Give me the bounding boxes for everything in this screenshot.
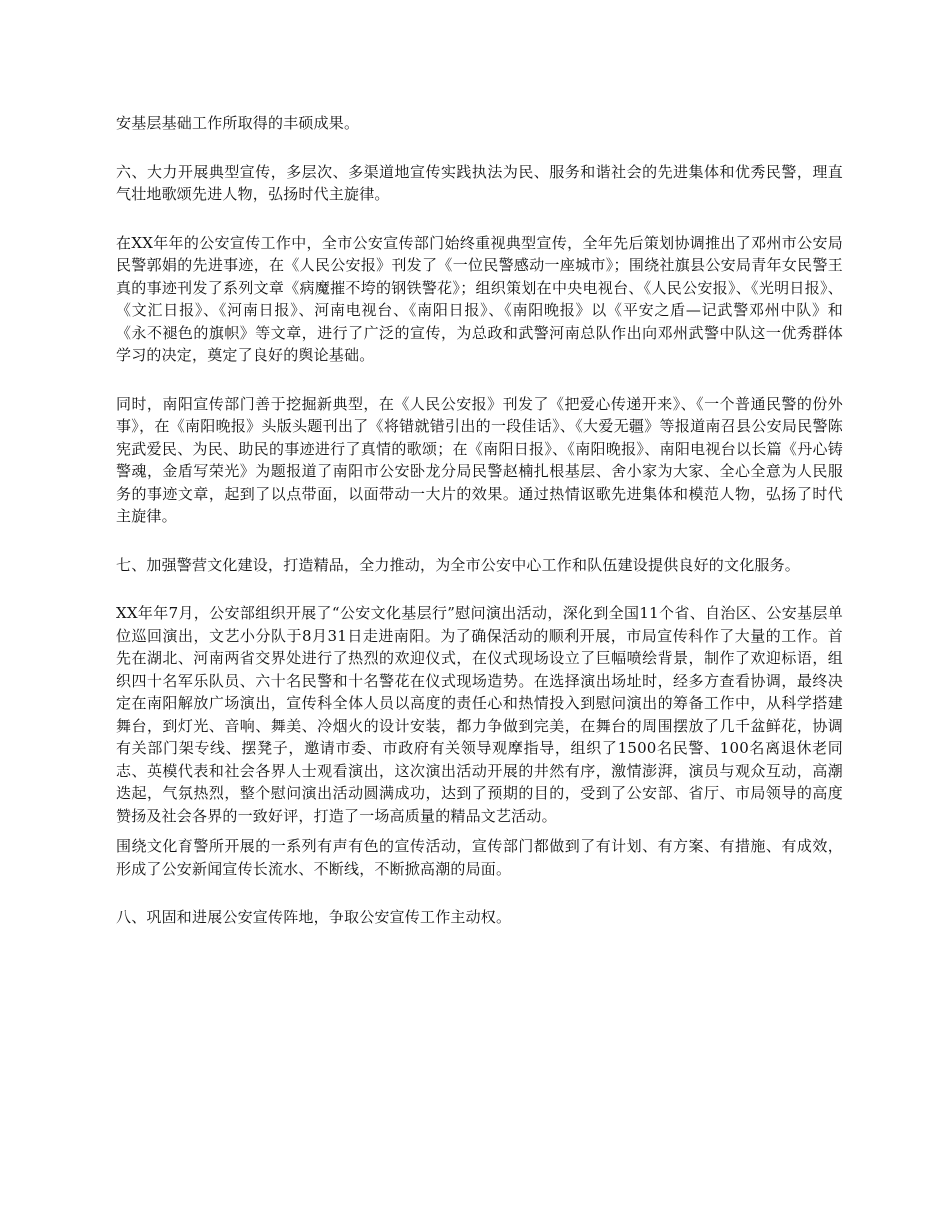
section-heading-8: 八、巩固和进展公安宣传阵地，争取公安宣传工作主动权。: [116, 908, 512, 926]
paragraph-continuation: 安基层基础工作所取得的丰硕成果。: [116, 114, 360, 132]
section-heading-7: 七、加强警营文化建设，打造精品，全力推动，为全市公安中心工作和队伍建设提供良好的文化服务。: [116, 555, 801, 574]
document-page: [116, 112, 843, 929]
paragraph-typical-publicity: 在XX年年的公安宣传工作中，全市公安宣传部门始终重视典型宣传，全年先后策划协调推出了邓州市公安局民警郭娟的先进事迹，在《人民公安报》刊发了《一位民警感动一座城市》；围绕社旗县公安局青年女民警王真的事迹刊发了系列文章《病魔摧不垮的钢铁警花》；组织策划在中央电视台、《人民公安报》、《光明日报》、《文汇日报》、《河南日报》、河南电视台、《南阳日报》、《南阳晚报》以《平安之盾—记武警邓州中队》和《永不褪色的旗帜》等文章，进行了广泛的宣传，为总政和武警河南总队作出向邓州武警中队这一优秀群体学习的决定，奠定了良好的舆论基础。: [116, 233, 843, 364]
paragraph-culture-summary: 围绕文化育警所开展的一系列有声有色的宣传活动，宣传部门都做到了有计划、有方案、有措施、有成效，形成了公安新闻宣传长流水、不断线，不断掀高潮的局面。: [116, 837, 843, 878]
paragraph-nanyang-reports: 同时，南阳宣传部门善于挖掘新典型，在《人民公安报》刊发了《把爱心传递开来》、《一个普通民警的份外事》，在《南阳晚报》头版头题刊出了《将错就错引出的一段佳话》、《大爱无疆》等报道南召县公安局民警陈宪武爱民、为民、助民的事迹进行了真情的歌颂；在《南阳日报》、《南阳晚报》、南阳电视台以长篇《丹心铸警魂，金盾写荣光》为题报道了南阳市公安卧龙分局民警赵楠扎根基层、舍小家为大家、全心全意为人民服务的事迹文章，起到了以点带面，以面带动一大片的效果。通过热情讴歌先进集体和模范人物，弘扬了时代主旋律。: [116, 394, 843, 525]
section-heading-6: 六、大力开展典型宣传，多层次、多渠道地宣传实践执法为民、服务和谐社会的先进集体和优秀民警，理直气壮地歌颂先进人物，弘扬时代主旋律。: [116, 162, 843, 203]
paragraph-culture-tour: XX年年7月，公安部组织开展了“公安文化基层行”慰问演出活动，深化到全国11个省、自治区、公安基层单位巡回演出，文艺小分队于8月31日走进南阳。为了确保活动的顺利开展，市局宣传科作了大量的工作。首先在湖北、河南两省交界处进行了热烈的欢迎仪式，在仪式现场设立了巨幅喷绘背景，制作了欢迎标语，组织四十名军乐队员、六十名民警和十名警花在仪式现场造势。在选择演出场址时，经多方查看协调，最终决定在南阳解放广场演出，宣传科全体人员以高度的责任心和热情投入到慰问演出的筹备工作中，从科学搭建舞台，到灯光、音响、舞美、冷烟火的设计安装，都力争做到完美，在舞台的周围摆放了几千盆鲜花，协调有关部门架专线、摆凳子，邀请市委、市政府有关领导观摩指导，组织了1500名民警、100名离退休老同志、英模代表和社会各界人士观看演出，这次演出活动开展的井然有序，激情澎湃，演员与观众互动，高潮迭起，气氛热烈，整个慰问演出活动圆满成功，达到了预期的目的，受到了公安部、省厅、市局领导的高度赞扬及社会各界的一致好评，打造了一场高质量的精品文艺活动。: [116, 604, 843, 825]
